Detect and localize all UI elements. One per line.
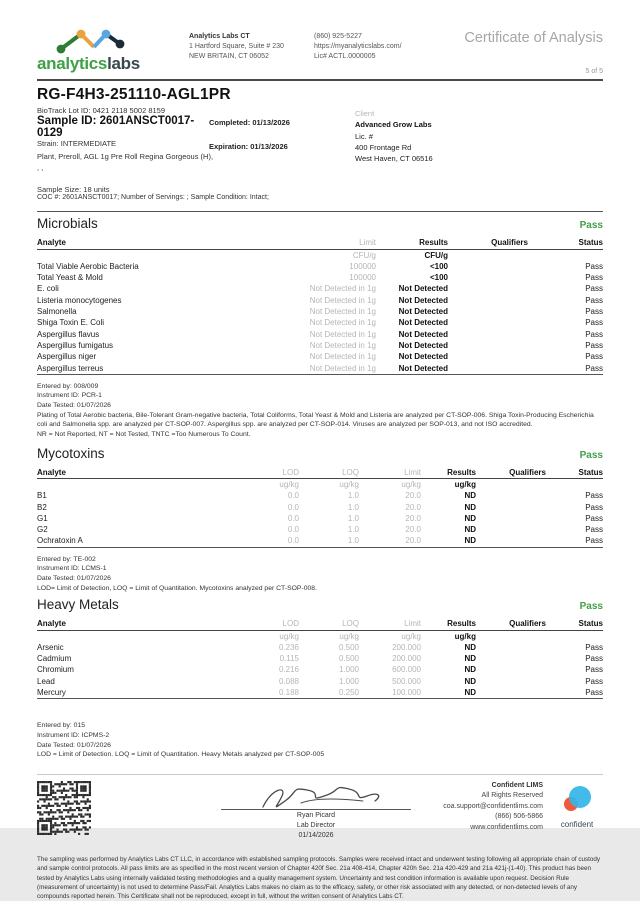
lab-address-line2: NEW BRITAIN, CT 06052 bbox=[189, 53, 269, 61]
loq-value: 0.500 bbox=[338, 654, 359, 664]
results-unit: CFU/g bbox=[424, 250, 448, 260]
loq-value: 0.250 bbox=[338, 688, 359, 698]
loq-value: 1.0 bbox=[347, 513, 359, 523]
limit-unit: CFU/g bbox=[352, 250, 376, 260]
note-line: Date Tested: 01/07/2026 bbox=[37, 741, 111, 749]
result-value: Not Detected bbox=[398, 318, 448, 328]
lod-value: 0.0 bbox=[287, 502, 299, 512]
product-description-2: , , bbox=[37, 162, 44, 172]
analyte-name: Arsenic bbox=[37, 642, 64, 652]
result-value: ND bbox=[464, 676, 476, 686]
result-value: ND bbox=[464, 688, 476, 698]
status-value: Pass bbox=[585, 665, 603, 675]
lod-value: 0.0 bbox=[287, 525, 299, 535]
col-results: Results bbox=[447, 619, 476, 629]
lab-phone: (860) 925-5227 bbox=[314, 33, 362, 40]
client-name: Advanced Grow Labs bbox=[355, 120, 432, 130]
limit-value: Not Detected in 1g bbox=[309, 318, 376, 328]
col-qualifiers: Qualifiers bbox=[509, 619, 546, 629]
limit-value: 500.000 bbox=[392, 676, 421, 686]
signer-name: Ryan Picard bbox=[296, 811, 336, 819]
loq-value: 1.000 bbox=[338, 676, 359, 686]
limit-value: 20.0 bbox=[405, 502, 421, 512]
brand-word-analytics: analytics bbox=[37, 54, 108, 73]
limit-value: 200.000 bbox=[392, 642, 421, 652]
note-line: Instrument ID: ICPMS-2 bbox=[37, 732, 110, 740]
lab-name: Analytics Labs CT bbox=[189, 33, 250, 40]
table-row bbox=[37, 490, 603, 501]
lims-website-link[interactable]: www.confidentlims.com bbox=[470, 823, 543, 831]
result-value: ND bbox=[464, 502, 476, 512]
table-row bbox=[37, 329, 603, 340]
table-row bbox=[37, 261, 603, 272]
heavy-metals-rows bbox=[37, 642, 603, 698]
limit-value: 20.0 bbox=[405, 513, 421, 523]
analyte-name: Aspergillus fumigatus bbox=[37, 340, 114, 350]
heavy-metals-notes bbox=[37, 721, 603, 760]
document-header bbox=[37, 26, 603, 75]
lab-contact-block bbox=[314, 26, 444, 62]
col-status: Status bbox=[578, 619, 603, 629]
col-analyte: Analyte bbox=[37, 619, 66, 629]
note-line: Entered by: 015 bbox=[37, 722, 85, 730]
limit-value: Not Detected in 1g bbox=[309, 284, 376, 294]
table-row bbox=[37, 272, 603, 283]
loq-unit: ug/kg bbox=[339, 479, 359, 489]
status-value: Pass bbox=[585, 352, 603, 362]
note-line: Entered by: TE-002 bbox=[37, 555, 96, 563]
loq-value: 1.000 bbox=[338, 665, 359, 675]
microbials-table bbox=[37, 237, 603, 375]
status-value: Pass bbox=[585, 318, 603, 328]
col-limit: Limit bbox=[404, 619, 421, 629]
loq-value: 1.0 bbox=[347, 536, 359, 546]
table-row bbox=[37, 535, 603, 546]
microbials-pass-badge: Pass bbox=[579, 220, 603, 232]
heavy-metals-pass-badge: Pass bbox=[579, 601, 603, 613]
status-value: Pass bbox=[585, 491, 603, 501]
col-limit: Limit bbox=[404, 467, 421, 477]
lod-value: 0.0 bbox=[287, 536, 299, 546]
mycotoxins-table bbox=[37, 467, 603, 548]
lims-name: Confident LIMS bbox=[491, 781, 543, 789]
loq-value: 1.0 bbox=[347, 502, 359, 512]
col-results: Results bbox=[419, 238, 448, 248]
product-description: Plant, Preroll, AGL 1g Pre Roll Regina Gorgeous (H), bbox=[37, 152, 214, 162]
limit-value: 20.0 bbox=[405, 525, 421, 535]
status-value: Pass bbox=[585, 273, 603, 283]
client-address-2: West Haven, CT 06516 bbox=[355, 154, 433, 163]
result-value: Not Detected bbox=[398, 295, 448, 305]
result-value: Not Detected bbox=[398, 307, 448, 317]
analyte-name: Chromium bbox=[37, 665, 74, 675]
table-row bbox=[37, 295, 603, 306]
table-row bbox=[37, 340, 603, 351]
note-line: Entered by: 008/009 bbox=[37, 382, 99, 390]
results-unit: ug/kg bbox=[454, 631, 476, 641]
result-value: ND bbox=[464, 642, 476, 652]
status-value: Pass bbox=[585, 307, 603, 317]
note-line: Date Tested: 01/07/2026 bbox=[37, 402, 111, 410]
heavy-metals-table-header bbox=[37, 618, 603, 630]
microbials-units-row bbox=[37, 250, 603, 261]
results-unit: ug/kg bbox=[454, 479, 476, 489]
product-code: RG-F4H3-251110-AGL1PR bbox=[37, 86, 231, 103]
limit-value: 600.000 bbox=[392, 665, 421, 675]
result-value: <100 bbox=[429, 261, 448, 271]
limit-value: 100.000 bbox=[392, 688, 421, 698]
table-row bbox=[37, 502, 603, 513]
table-row bbox=[37, 664, 603, 675]
analyte-name: Total Yeast & Mold bbox=[37, 273, 103, 283]
result-value: <100 bbox=[429, 273, 448, 283]
col-status: Status bbox=[578, 238, 603, 248]
loq-unit: ug/kg bbox=[339, 631, 359, 641]
col-status: Status bbox=[578, 467, 603, 477]
expiration-date: Expiration: 01/13/2026 bbox=[209, 142, 288, 151]
limit-unit: ug/kg bbox=[401, 631, 421, 641]
col-qualifiers: Qualifiers bbox=[491, 238, 528, 248]
lod-value: 0.188 bbox=[278, 688, 299, 698]
analyte-name: B2 bbox=[37, 502, 47, 512]
analyte-name: Ochratoxin A bbox=[37, 536, 83, 546]
col-analyte: Analyte bbox=[37, 238, 66, 248]
result-value: ND bbox=[464, 536, 476, 546]
analyte-name: B1 bbox=[37, 491, 47, 501]
microbials-table-header bbox=[37, 237, 603, 249]
limit-value: 100000 bbox=[349, 261, 376, 271]
microbials-notes bbox=[37, 382, 603, 440]
result-value: ND bbox=[464, 654, 476, 664]
note-line: Date Tested: 01/07/2026 bbox=[37, 575, 111, 583]
qr-code-icon bbox=[37, 781, 91, 835]
status-value: Pass bbox=[585, 363, 603, 373]
signer-title: Lab Director bbox=[296, 822, 336, 830]
note-line: LOD= Limit of Detection, LOQ = Limit of Quantitation. Mycotoxins analyzed per CT-SOP-008. bbox=[37, 584, 317, 592]
lod-value: 0.088 bbox=[278, 676, 299, 686]
confident-wordmark: confident bbox=[560, 819, 594, 829]
status-value: Pass bbox=[585, 654, 603, 664]
result-value: Not Detected bbox=[398, 340, 448, 350]
result-value: Not Detected bbox=[398, 284, 448, 294]
brand-wordmark bbox=[37, 54, 189, 74]
mycotoxins-rows bbox=[37, 490, 603, 546]
mycotoxins-pass-badge: Pass bbox=[579, 449, 603, 461]
result-value: ND bbox=[464, 525, 476, 535]
status-value: Pass bbox=[585, 340, 603, 350]
col-lod: LOD bbox=[282, 619, 299, 629]
client-address-1: 400 Frontage Rd bbox=[355, 142, 412, 152]
note-line: NR = Not Reported, NT = Not Tested, TNTC =Too Numerous To Count. bbox=[37, 431, 251, 439]
certificate-title: Certificate of Analysis bbox=[464, 30, 603, 46]
limit-value: 100000 bbox=[349, 273, 376, 283]
status-value: Pass bbox=[585, 502, 603, 512]
note-line: Plating of Total Aerobic bacteria, Bile-Tolerant Gram-negative bacteria, Total Coliforms, Total Yeast & Mold and Listeria are analyzed per CT-SOP-006. Shiga Toxin-Producing Escherichia coli and Salmonella spp. are analyzed per CT-SOP-007. Aspergillus spp. are analyzed per CT-SOP-014. Viruses are analyzed per SOP-013, and not ISO accredited. bbox=[37, 411, 594, 429]
analyte-name: Cadmium bbox=[37, 654, 72, 664]
lod-value: 0.236 bbox=[278, 642, 299, 652]
status-value: Pass bbox=[585, 295, 603, 305]
status-value: Pass bbox=[585, 329, 603, 339]
status-value: Pass bbox=[585, 525, 603, 535]
signature-date: 01/14/2026 bbox=[298, 832, 334, 840]
signature-line bbox=[221, 809, 411, 810]
limit-value: Not Detected in 1g bbox=[309, 352, 376, 362]
signature-block bbox=[211, 781, 421, 841]
sample-id: Sample ID: 2601ANSCT0017-0129 bbox=[37, 115, 195, 139]
heavy-metals-title: Heavy Metals bbox=[37, 597, 119, 613]
mycotoxins-notes bbox=[37, 555, 603, 594]
analyte-name: Aspergillus niger bbox=[37, 352, 97, 362]
analyte-name: Total Viable Aerobic Bacteria bbox=[37, 261, 139, 271]
status-value: Pass bbox=[585, 642, 603, 652]
microbials-top-divider bbox=[37, 211, 603, 212]
analyte-name: E. coli bbox=[37, 284, 59, 294]
status-value: Pass bbox=[585, 284, 603, 294]
limit-value: 200.000 bbox=[392, 654, 421, 664]
result-value: ND bbox=[464, 491, 476, 501]
table-row bbox=[37, 363, 603, 374]
microbials-title: Microbials bbox=[37, 216, 98, 232]
limit-value: Not Detected in 1g bbox=[309, 329, 376, 339]
analyte-name: Shiga Toxin E. Coli bbox=[37, 318, 104, 328]
lod-unit: ug/kg bbox=[279, 479, 299, 489]
limit-value: Not Detected in 1g bbox=[309, 363, 376, 373]
table-row bbox=[37, 524, 603, 535]
heavy-metals-table bbox=[37, 618, 603, 699]
heavy-metals-table-bottom-rule bbox=[37, 698, 603, 699]
limit-unit: ug/kg bbox=[401, 479, 421, 489]
lod-value: 0.115 bbox=[279, 654, 299, 664]
lod-value: 0.0 bbox=[287, 491, 299, 501]
client-label: Client bbox=[355, 109, 375, 118]
result-value: Not Detected bbox=[398, 352, 448, 362]
analyte-name: Mercury bbox=[37, 688, 66, 698]
col-lod: LOD bbox=[282, 467, 299, 477]
analyticslabs-logo-icon bbox=[51, 26, 137, 56]
confident-logo-icon bbox=[560, 785, 594, 815]
analyte-name: G1 bbox=[37, 513, 48, 523]
analyte-name: G2 bbox=[37, 525, 48, 535]
loq-value: 1.0 bbox=[347, 525, 359, 535]
note-line: Instrument ID: LCMS-1 bbox=[37, 565, 107, 573]
status-value: Pass bbox=[585, 688, 603, 698]
mycotoxins-section-header bbox=[37, 446, 603, 461]
col-qualifiers: Qualifiers bbox=[509, 467, 546, 477]
sample-info-section bbox=[37, 86, 603, 201]
coc-line: COC #: 2601ANSCT0017; Number of Servings: ; Sample Condition: Intact; bbox=[37, 194, 269, 202]
lab-address-block bbox=[189, 26, 314, 62]
col-limit: Limit bbox=[359, 238, 376, 248]
mycotoxins-title: Mycotoxins bbox=[37, 445, 105, 461]
col-loq: LOQ bbox=[342, 619, 359, 629]
col-results: Results bbox=[447, 467, 476, 477]
result-value: Not Detected bbox=[398, 363, 448, 373]
lims-contact-block bbox=[421, 781, 551, 834]
lab-address-line1: 1 Hartford Square, Suite # 230 bbox=[189, 43, 284, 51]
analyte-name: Aspergillus flavus bbox=[37, 329, 100, 339]
status-value: Pass bbox=[585, 676, 603, 686]
biotrack-lot-id: BioTrack Lot ID: 0421 2118 5002 8159 bbox=[37, 106, 166, 115]
completed-date: Completed: 01/13/2026 bbox=[209, 118, 290, 127]
heavy-metals-section-header bbox=[37, 597, 603, 612]
lab-website-link[interactable]: https://myanalyticslabs.com/ bbox=[314, 43, 402, 51]
col-analyte: Analyte bbox=[37, 467, 66, 477]
note-line: LOD = Limit of Detection. LOQ = Limit of Quantitation. Heavy Metals analyzed per CT-SOP-005 bbox=[37, 751, 325, 759]
limit-value: Not Detected in 1g bbox=[309, 340, 376, 350]
sample-size: Sample Size: 18 units bbox=[37, 185, 110, 195]
lims-rights: All Rights Reserved bbox=[481, 792, 543, 800]
table-row bbox=[37, 687, 603, 698]
lab-license: Lic# ACTL.0000005 bbox=[314, 53, 376, 61]
status-value: Pass bbox=[585, 261, 603, 271]
loq-value: 0.500 bbox=[338, 642, 359, 652]
lod-unit: ug/kg bbox=[279, 631, 299, 641]
table-row bbox=[37, 317, 603, 328]
analyte-name: Salmonella bbox=[37, 307, 77, 317]
table-row bbox=[37, 642, 603, 653]
status-value: Pass bbox=[585, 536, 603, 546]
lod-value: 0.0 bbox=[287, 513, 299, 523]
table-row bbox=[37, 513, 603, 524]
lod-value: 0.216 bbox=[278, 665, 299, 675]
footer bbox=[37, 781, 603, 841]
page-number: 5 of 5 bbox=[585, 68, 603, 75]
legal-disclaimer: The sampling was performed by Analytics Labs CT LLC, in accordance with established sampling protocols. Samples were received intact and underwent testing following all appropriate chain of custody and sample control protocols. All pass limits are as specified in the most recent version of Chapter 420f Sec. 21a 408-414, Chapter 420h Sec. 21a 420-429 and 21a 421j-(1-40). This product has been tested by Analytics Labs using internally validated testing methodologies and a quality management system. Uncertainty and test condition information is available upon request. Decision Rule (measurement of uncertainty) is not used to determine Pass/Fail. Analytics Labs makes no claim as to the efficacy, safety, or other risk associated with any detected, or non-detected levels of any compounds reported herein. This Certificate shall not be reproduced, except in full, without the written consent of Analytics Labs CT. bbox=[37, 856, 601, 900]
table-row bbox=[37, 351, 603, 362]
result-value: ND bbox=[464, 513, 476, 523]
limit-value: 20.0 bbox=[405, 536, 421, 546]
mycotoxins-units-row bbox=[37, 479, 603, 490]
result-value: ND bbox=[464, 665, 476, 675]
loq-value: 1.0 bbox=[347, 491, 359, 501]
confident-logo bbox=[551, 781, 603, 829]
analyticslabs-logo bbox=[37, 26, 189, 74]
lims-email-link[interactable]: coa.support@confidentlims.com bbox=[443, 802, 543, 810]
note-line: Instrument ID: PCR-1 bbox=[37, 392, 102, 400]
analyte-name: Aspergillus terreus bbox=[37, 363, 104, 373]
microbials-table-bottom-rule bbox=[37, 374, 603, 375]
microbials-section-header bbox=[37, 216, 603, 231]
client-license: Lic. # bbox=[355, 131, 373, 141]
strain: Strain: INTERMEDIATE bbox=[37, 139, 117, 148]
table-row bbox=[37, 653, 603, 664]
limit-value: Not Detected in 1g bbox=[309, 307, 376, 317]
analyte-name: Listeria monocytogenes bbox=[37, 295, 122, 305]
table-row bbox=[37, 283, 603, 294]
status-value: Pass bbox=[585, 513, 603, 523]
mycotoxins-table-bottom-rule bbox=[37, 547, 603, 548]
microbials-rows bbox=[37, 261, 603, 374]
header-divider bbox=[37, 79, 603, 81]
table-row bbox=[37, 306, 603, 317]
limit-value: 20.0 bbox=[405, 491, 421, 501]
brand-word-labs: labs bbox=[107, 54, 140, 73]
result-value: Not Detected bbox=[398, 329, 448, 339]
col-loq: LOQ bbox=[342, 467, 359, 477]
limit-value: Not Detected in 1g bbox=[309, 295, 376, 305]
table-row bbox=[37, 676, 603, 687]
analyte-name: Lead bbox=[37, 676, 55, 686]
client-block bbox=[355, 86, 603, 201]
lims-phone: (866) 506-5866 bbox=[495, 813, 543, 821]
heavy-metals-units-row bbox=[37, 631, 603, 642]
mycotoxins-table-header bbox=[37, 467, 603, 479]
footer-divider bbox=[37, 774, 603, 775]
